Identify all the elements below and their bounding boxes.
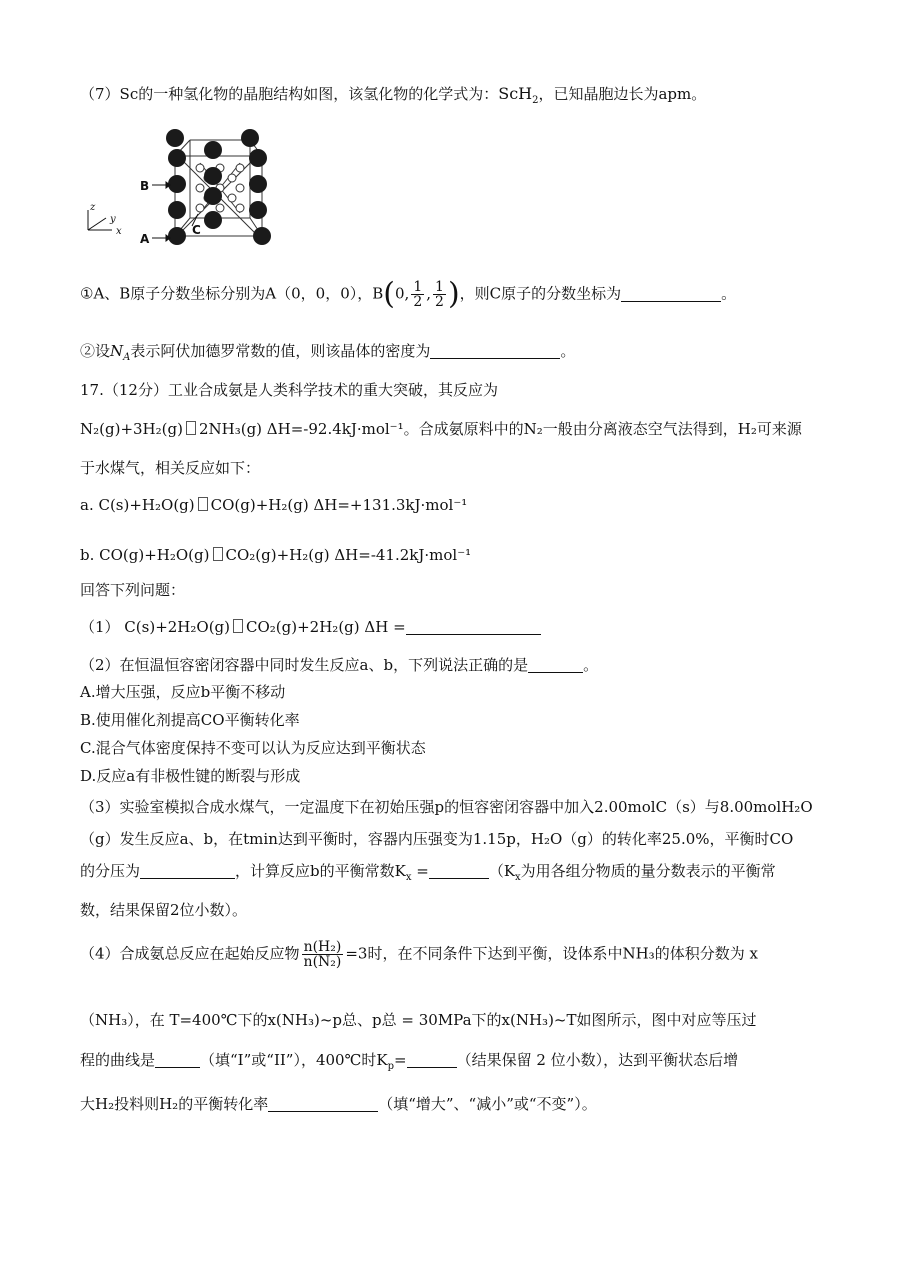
option-d: D.反应a有非极性键的断裂与形成 — [80, 767, 301, 785]
q17-part4-line4: 大H₂投料则H₂的平衡转化率 （填“增大”、“减小”或“不变”）。 — [80, 1095, 597, 1113]
label-B: B — [140, 179, 150, 193]
q17-part4-line3: 程的曲线是 （填“I”或“II”），400℃时$K_p=$ （结果保留 2 位小数），达到平衡状态后增 — [80, 1051, 739, 1072]
equilibrium-arrow-icon — [186, 421, 196, 435]
answer-blank-p2[interactable] — [528, 656, 583, 673]
label-C: C — [192, 223, 201, 237]
q7-intro: （7）Sc的一种氢化物的晶胞结构如图，该氢化物的化学式为：ScH$_2$，已知晶胞边长为apm。 — [80, 84, 707, 107]
q17-eq-b: b. CO(g)+H₂O(g) CO₂(g)+H₂(g) ΔH=-41.2kJ·mol⁻¹ — [80, 546, 472, 564]
equilibrium-arrow-icon — [233, 619, 243, 633]
answer-blank-co-partial-pressure[interactable] — [140, 862, 235, 879]
crystal-structure-figure — [80, 118, 280, 248]
q17-part4-line2: （NH₃），在 T=400℃下的x(NH₃)~p总、p总 = 30MPa下的x(NH₃)~T如图所示，图中对应等压过 — [80, 1011, 757, 1029]
answer-blank-deltaH[interactable] — [406, 618, 541, 635]
option-b: B.使用催化剂提高CO平衡转化率 — [80, 711, 300, 729]
answer-blank-curve[interactable] — [155, 1051, 200, 1068]
answer-blank-density[interactable] — [430, 342, 560, 359]
q17-header: 17.（12分）工业合成氨是人类科学技术的重大突破，其反应为 — [80, 381, 498, 399]
q17-part3-line4: 数，结果保留2位小数）。 — [80, 901, 248, 919]
right-paren: ) — [447, 276, 460, 312]
answer-blank-h2-conversion[interactable] — [268, 1095, 378, 1112]
axis-icon — [88, 210, 112, 230]
option-c: C.混合气体密度保持不变可以认为反应达到平衡状态 — [80, 739, 426, 757]
axis-y-label: y — [110, 214, 116, 225]
label-A: A — [140, 232, 150, 246]
answer-blank-c-coord[interactable] — [621, 285, 721, 302]
q17-part2: （2）在恒温恒容密闭容器中同时发生反应a、b，下列说法正确的是 。 — [80, 656, 599, 674]
equilibrium-arrow-icon — [198, 497, 208, 511]
answer-blank-kp[interactable] — [407, 1051, 457, 1068]
equilibrium-arrow-icon — [213, 547, 223, 561]
q17-source-line: 于水煤气，相关反应如下： — [80, 459, 261, 477]
q17-eq-a: a. C(s)+H₂O(g) CO(g)+H₂(g) ΔH=+131.3kJ·mol⁻¹ — [80, 496, 468, 514]
formula-ScH2: ScH$_2$ — [498, 84, 539, 107]
q17-part3-line2: （g）发生反应a、b，在tmin达到平衡时，容器内压强变为1.15p，H₂O（g）的转化率25.0%，平衡时CO — [80, 830, 794, 848]
answer-blank-kx[interactable] — [429, 862, 489, 879]
q17-part3-line1: （3）实验室模拟合成水煤气，一定温度下在初始压强p的恒容密闭容器中加入2.00molC（s）与8.00molH₂O — [80, 798, 813, 816]
q17-part4-line1: （4）合成氨总反应在起始反应物 $\frac{\text{n(H₂)}}{\text{n(N₂)}}$ =3时，在不同条件下达到平衡，设体系中NH₃的体积分数为 x — [80, 939, 758, 970]
axis-x-label: x — [116, 226, 122, 237]
fraction-nH2-nN2: $\frac{\text{n(H₂)}}{\text{n(N₂)}}$ — [303, 939, 342, 970]
option-a: A.增大压强，反应b平衡不移动 — [80, 683, 286, 701]
fraction-half-2: $\frac{1}{2}$ — [435, 279, 444, 310]
q17-part3-line3: 的分压为 ，计算反应b的平衡常数$K_x = (K_x$为用各组分物质的量分数表示的平衡常 — [80, 862, 776, 883]
q17-main-equation: N₂(g)+3H₂(g) 2NH₃(g) ΔH=-92.4kJ·mol⁻¹。合成氨原料中的N₂一般由分离液态空气法得到，H₂可来源 — [80, 420, 802, 438]
left-paren: ( — [383, 276, 396, 312]
q17-answer-prompt: 回答下列问题： — [80, 581, 186, 599]
fraction-half-1: $\frac{1}{2}$ — [413, 279, 423, 310]
axis-z-label: z — [90, 202, 96, 213]
q7-part2: ②设$N_A$表示阿伏加德罗常数的值，则该晶体的密度为 。 — [80, 342, 576, 363]
q7-part1: ①A、B原子分数坐标分别为A（0，0，0），B(0, $\frac{1}{2}$ , $\frac{1}{2}$ )，则C原子的分数坐标为 。 — [80, 276, 737, 312]
q17-part1: （1） C(s)+2H₂O(g) CO₂(g)+2H₂(g) ΔH = — [80, 617, 541, 637]
